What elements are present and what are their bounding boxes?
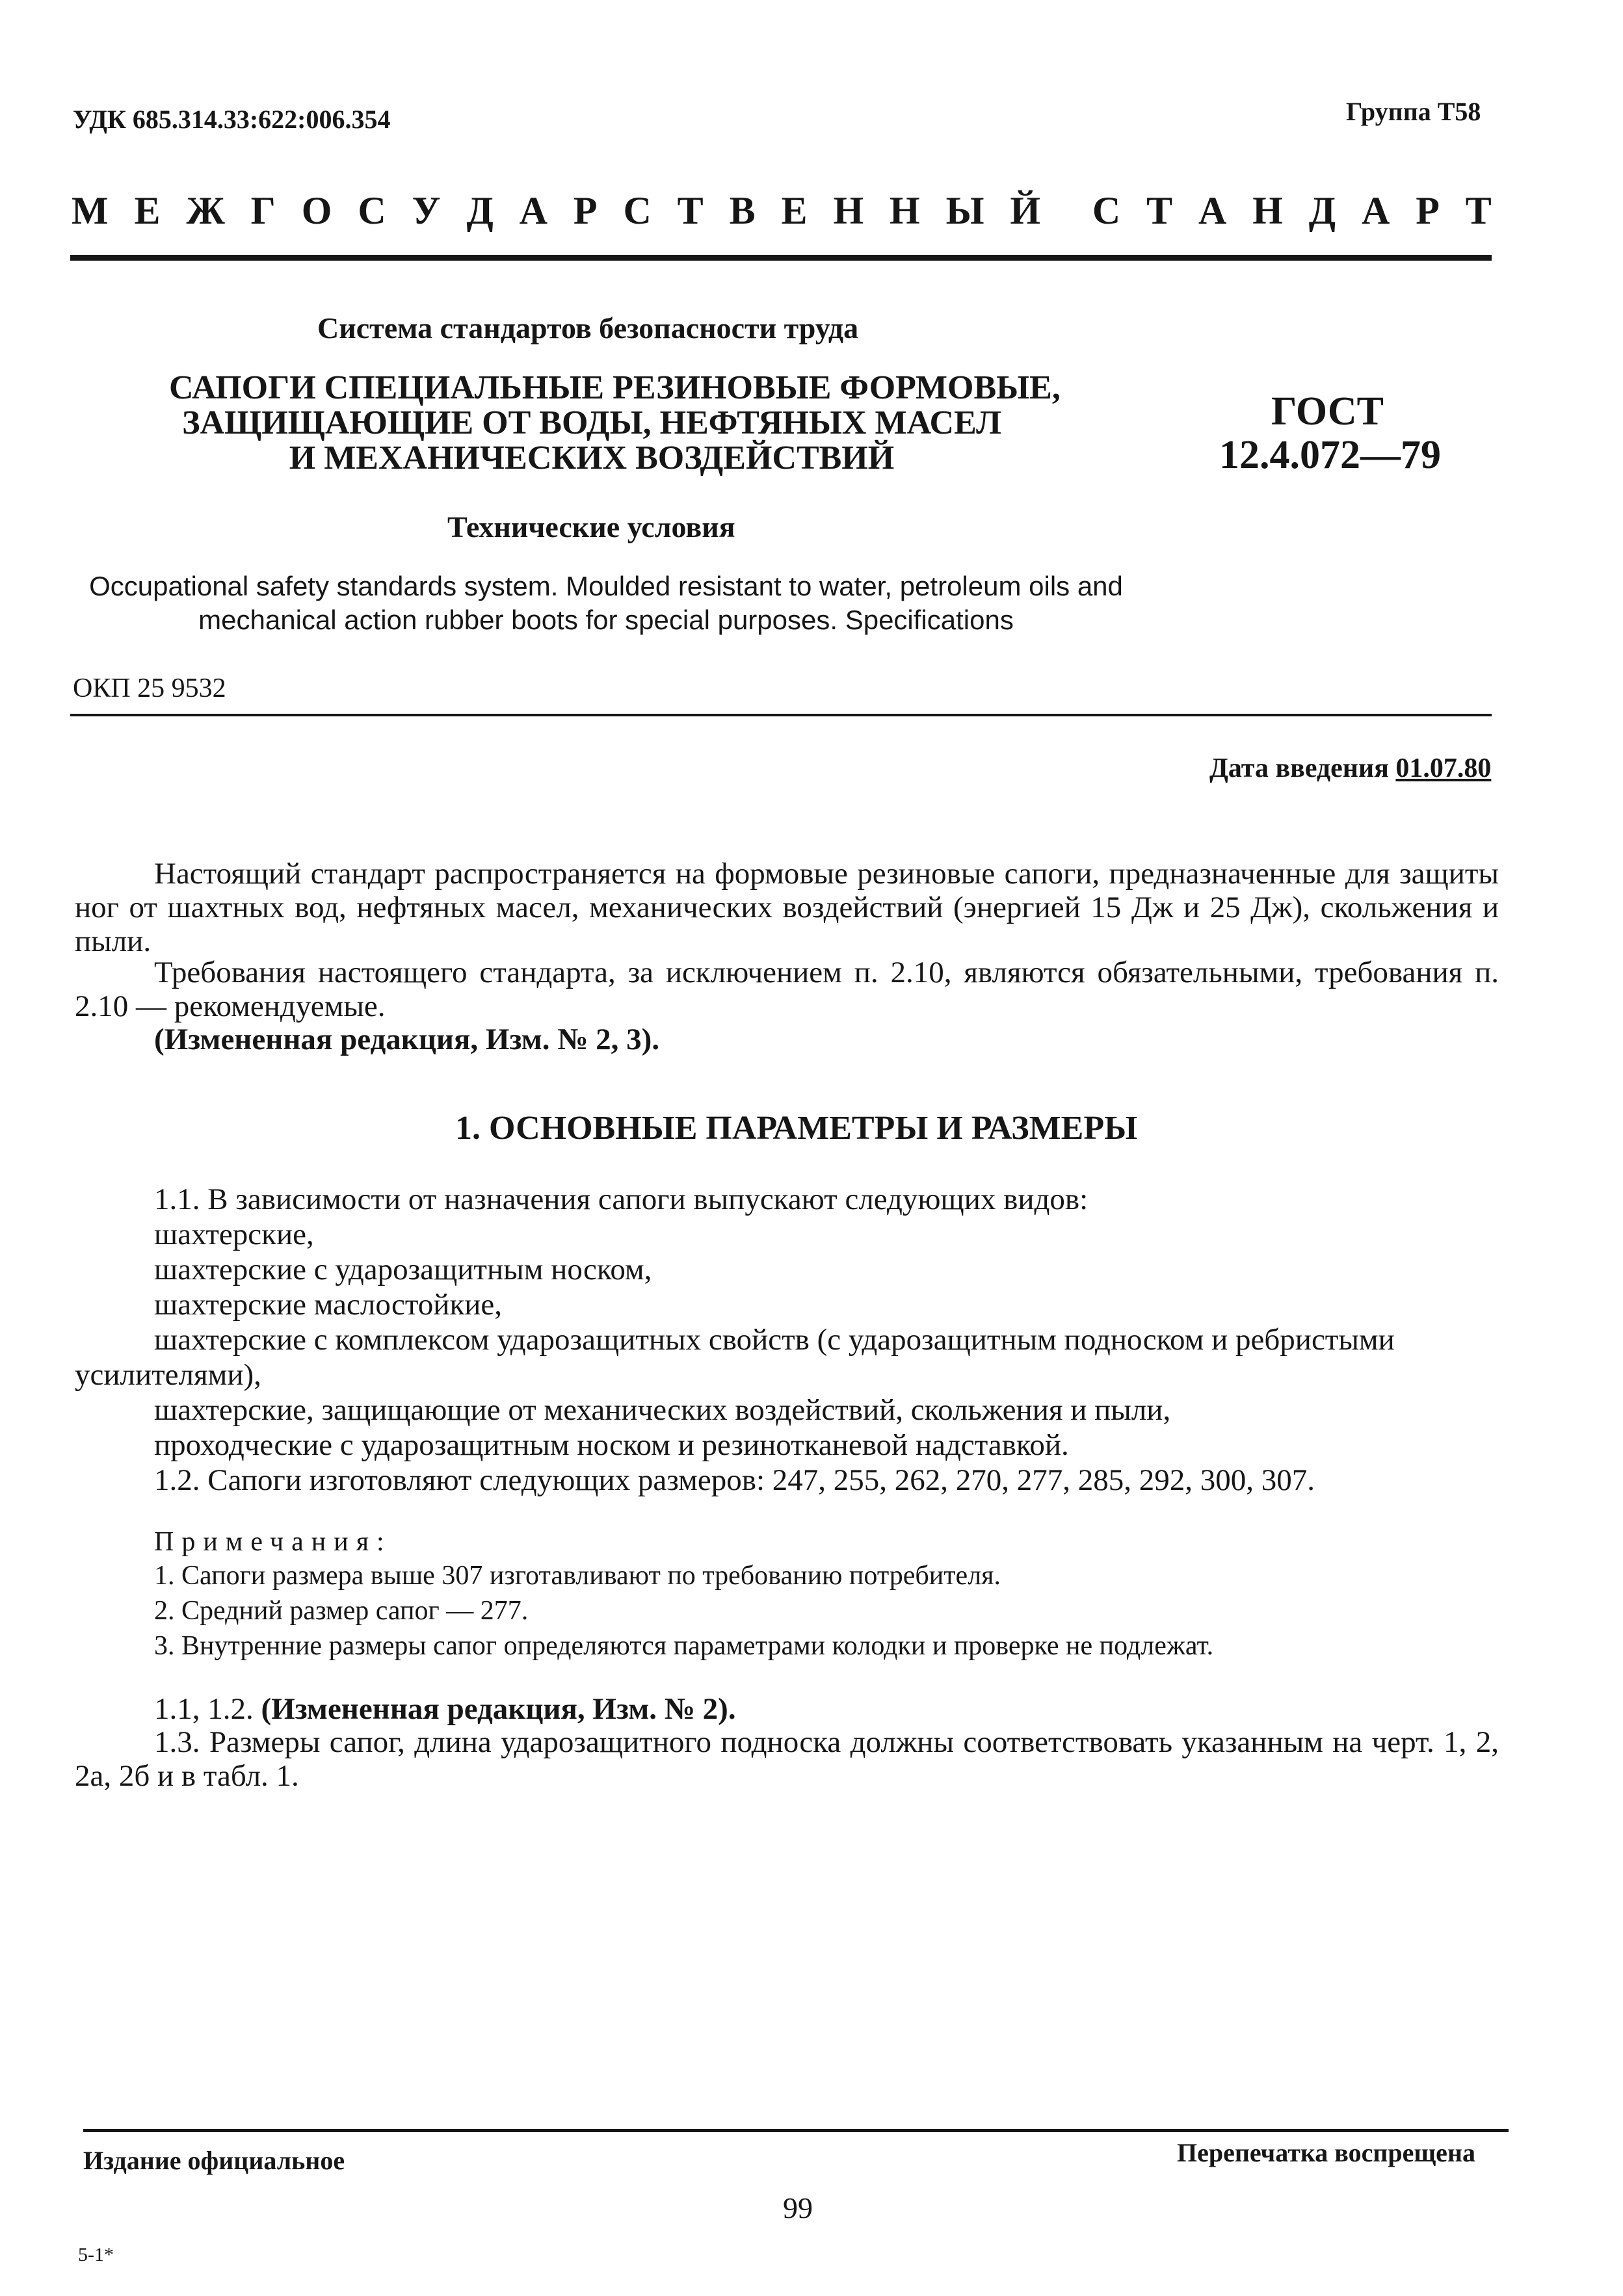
title-letter: А	[1198, 189, 1227, 232]
title-letter: Н	[1252, 189, 1283, 232]
kind-item: шахтерские с ударозащитным носком,	[154, 1253, 652, 1286]
main-title-line-1: САПОГИ СПЕЦИАЛЬНЫЕ РЕЗИНОВЫЕ ФОРМОВЫЕ,	[169, 369, 1061, 406]
clause-edit-note	[154, 1691, 736, 1727]
title-letter: Р	[573, 189, 598, 232]
kind-item: шахтерские, защищающие от механических воздействий, скольжения и пыли,	[154, 1393, 1171, 1427]
kind-item: шахтерские маслостойкие,	[154, 1288, 503, 1322]
section-1-title: 1. ОСНОВНЫЕ ПАРАМЕТРЫ И РАЗМЕРЫ	[455, 1110, 1138, 1147]
kind-list	[0, 1217, 1623, 1463]
title-letter: Г	[250, 189, 276, 232]
paragraph-scope: Настоящий стандарт распространяется на формовые резиновые сапоги, предназначенные для защиты ног от шахтных вод, нефтяных масел, механических воздействий (энергией 15 Дж и 25 Дж), скольжения и пыли.	[75, 857, 1499, 958]
intro-date	[1209, 753, 1491, 784]
title-letter: Ж	[186, 189, 225, 232]
intro-date-label: Дата введения	[1209, 753, 1389, 783]
title-letter: Т	[1146, 189, 1173, 232]
clause-edit-prefix: 1.1, 1.2.	[154, 1692, 254, 1726]
intro-date-value: 01.07.80	[1395, 753, 1492, 783]
note-item: 3. Внутренние размеры сапог определяются параметрами колодки и проверке не подлежат.	[154, 1631, 1214, 1661]
footer-rule	[83, 2129, 1509, 2132]
paragraph-edit-note: (Измененная редакция, Изм. № 2, 3).	[154, 1023, 660, 1056]
clause-1-3: 1.3. Размеры сапог, длина ударозащитного подноска должны соответствовать указанным на черт. 1, 2, 2а, 2б и в табл. 1.	[75, 1725, 1499, 1793]
title-letter: Н	[890, 189, 920, 232]
title-letter: В	[729, 189, 756, 232]
kind-item: шахтерские с комплексом ударозащитных свойств (с ударозащитным подноском и ребристыми	[154, 1323, 1395, 1357]
title-letter: У	[412, 189, 441, 232]
gost-number: 12.4.072—79	[1219, 433, 1441, 477]
subtitle: Технические условия	[447, 510, 735, 543]
title-letter: Д	[1308, 189, 1336, 232]
note-item: 2. Средний размер сапог — 277.	[154, 1596, 529, 1626]
title-letter: Д	[466, 189, 494, 232]
english-title-line-2: mechanical action rubber boots for special purposes. Specifications	[198, 605, 1014, 635]
group-code: Группа Т58	[1346, 97, 1481, 126]
title-letter: Е	[781, 189, 808, 232]
title-rule	[70, 255, 1492, 261]
kind-item: проходческие с ударозащитным носком и резинотканевой надставкой.	[154, 1428, 1069, 1462]
title-letter: Й	[1010, 189, 1041, 232]
main-title	[169, 369, 1061, 476]
title-letter: А	[1361, 189, 1390, 232]
notes-heading: Примечания:	[154, 1527, 392, 1557]
clause-1-2: 1.2. Сапоги изготовляют следующих размеров: 247, 255, 262, 270, 277, 285, 292, 300, 307.	[154, 1463, 1315, 1497]
english-title-line-1: Occupational safety standards system. Moulded resistant to water, petroleum oils and	[89, 571, 1123, 601]
note-item: 1. Сапоги размера выше 307 изготавливают по требованию потребителя.	[154, 1561, 1001, 1591]
udk-code: УДК 685.314.33:622:006.354	[73, 105, 391, 134]
title-letter: Е	[134, 189, 161, 232]
main-title-line-3: И МЕХАНИЧЕСКИХ ВОЗДЕЙСТВИЙ	[289, 439, 895, 476]
english-title	[73, 569, 1139, 637]
title-letter: С	[358, 189, 386, 232]
main-title-line-2: ЗАЩИЩАЮЩИЕ ОТ ВОДЫ, НЕФТЯНЫХ МАСЕЛ	[182, 404, 1001, 441]
title-letter: Т	[677, 189, 704, 232]
clause-1-1: 1.1. В зависимости от назначения сапоги выпускают следующих видов:	[154, 1182, 1089, 1216]
okp-code: ОКП 25 9532	[73, 673, 226, 703]
title-letter: С	[623, 189, 652, 232]
title-letter: О	[301, 189, 332, 232]
footer-edition: Издание официальное	[83, 2146, 345, 2175]
paragraph-requirements: Требования настоящего стандарта, за исключением п. 2.10, являются обязательными, требования п. 2.10 — рекомендуемые.	[75, 956, 1499, 1023]
kind-item-continuation: усилителями),	[75, 1358, 261, 1392]
gost-label: ГОСТ	[1271, 389, 1384, 434]
title-letter: Ы	[945, 189, 984, 232]
okp-rule	[70, 714, 1492, 716]
page-number: 99	[783, 2191, 813, 2224]
kind-item: шахтерские,	[154, 1218, 314, 1251]
title-letter: А	[519, 189, 548, 232]
signature-mark: 5-1*	[78, 2244, 114, 2265]
title-letter: Т	[1465, 189, 1492, 232]
title-letter: С	[1092, 189, 1121, 232]
system-title: Система стандартов безопасности труда	[317, 311, 859, 345]
footer-reprint: Перепечатка воспрещена	[1177, 2138, 1475, 2167]
title-letter: Н	[833, 189, 864, 232]
title-letter: Р	[1416, 189, 1440, 232]
clause-edit-bold: (Измененная редакция, Изм. № 2).	[261, 1692, 736, 1726]
title-letter: М	[72, 189, 109, 232]
interstate-standard-title	[72, 189, 1492, 233]
